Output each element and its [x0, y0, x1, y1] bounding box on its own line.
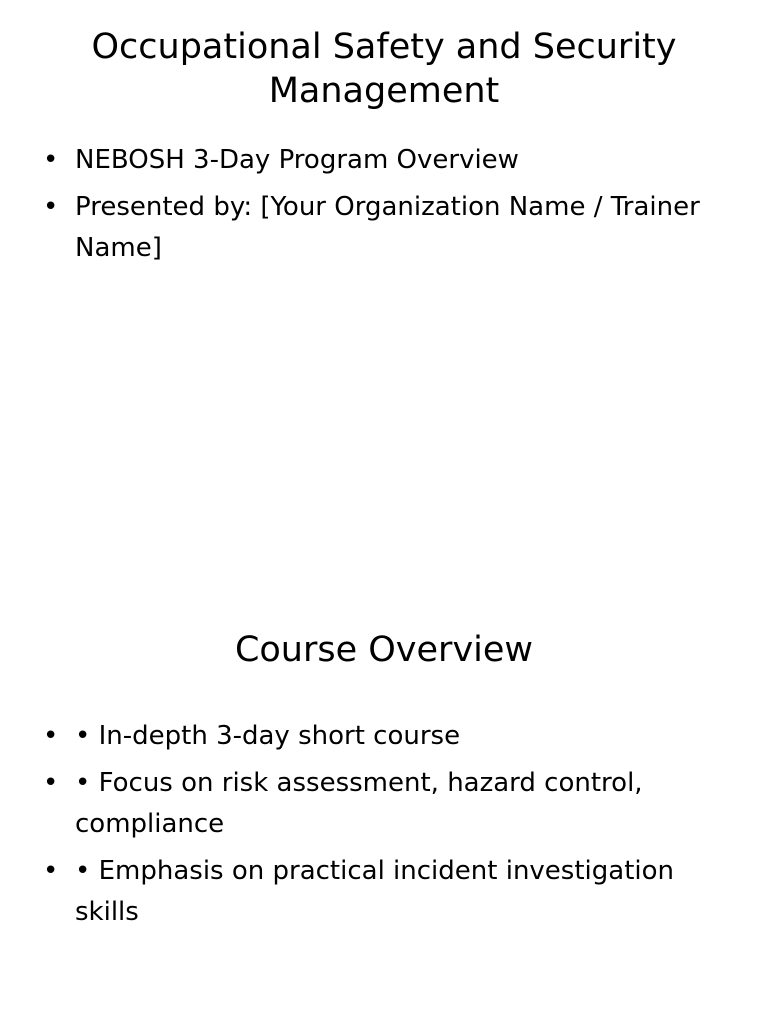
- slide-2-bullet-text: • In-depth 3-day short course: [75, 721, 461, 751]
- slide-1-bullet-list: [40, 140, 720, 275]
- bullet-marker-icon: •: [43, 145, 59, 175]
- slide-2: [0, 512, 768, 1024]
- bullet-marker-icon: •: [43, 768, 59, 798]
- bullet-marker-icon: •: [43, 721, 59, 751]
- slide-2-bullet-list: [40, 716, 720, 939]
- slide-1-title: Occupational Safety and Security Management: [91, 27, 677, 111]
- slide-2-bullet-item: [40, 763, 720, 845]
- slide-2-title: Course Overview: [234, 630, 534, 670]
- slide-1-bullet-item: [40, 140, 720, 181]
- slide-2-bullet-text: • Focus on risk assessment, hazard control, compliance: [75, 768, 643, 839]
- slide-2-bullet-text: • Emphasis on practical incident investigation skills: [75, 856, 675, 927]
- bullet-marker-icon: •: [43, 856, 59, 886]
- slide-1-bullet-text: NEBOSH 3-Day Program Overview: [75, 145, 519, 175]
- slide-2-bullet-item: [40, 716, 720, 757]
- slide-1-bullet-item: [40, 187, 720, 269]
- slide-2-bullet-item: [40, 851, 720, 933]
- bullet-marker-icon: •: [43, 192, 59, 222]
- slide-1-bullet-text: Presented by: [Your Organization Name / Trainer Name]: [75, 192, 700, 263]
